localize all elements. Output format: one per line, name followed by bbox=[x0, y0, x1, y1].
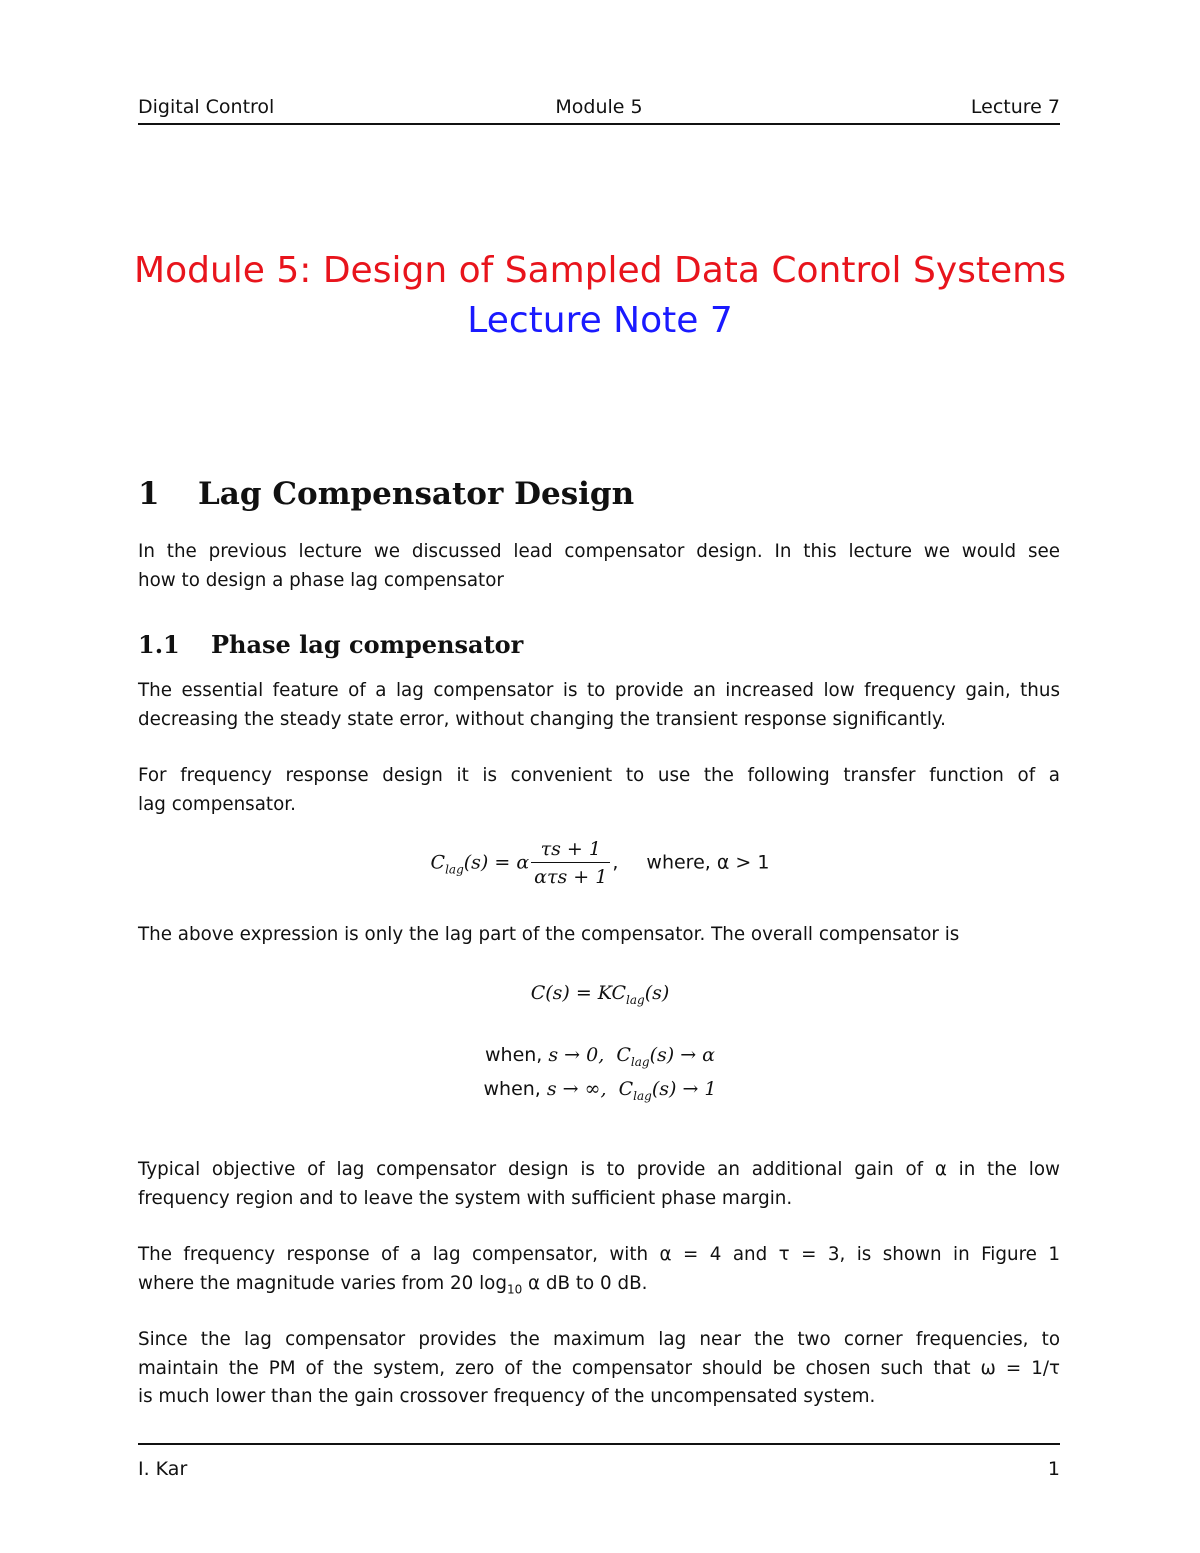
equation-lag-transfer-function: $C_{lag}(s) = \alpha$ $\frac{\tau s + 1}{\text{ατs + 1}}$ , where, α > 1 bbox=[430, 838, 770, 888]
equation-overall-compensator: $C(s) = KC_{lag}(s)$ bbox=[530, 982, 670, 1007]
paragraph-frequency-design: For frequency response design it is convenient to use the following transfer function of a lag compensator. bbox=[138, 765, 1060, 815]
subsection-number: 1.1 bbox=[138, 630, 180, 659]
footer-rule bbox=[138, 1443, 1060, 1445]
equation-limit-high: when, s → ∞, $C_{lag}(s) \to 1$ bbox=[483, 1078, 717, 1103]
equation-limit-low: when, s → 0, $C_{lag}(s) \to \alpha$ bbox=[484, 1044, 716, 1069]
paragraph-intro: In the previous lecture we discussed lead compensator design. In this lecture we would see how to design a phase lag compensator bbox=[138, 541, 1060, 591]
header-module: Module 5 bbox=[555, 96, 643, 118]
paragraph-phase-margin: Since the lag compensator provides the maximum lag near the two corner frequencies, to maintain the PM of the system, zero of the compensator should be chosen such that ω = 1/τ is much lower than the gain crossover frequency of the uncompensated system. bbox=[138, 1329, 1060, 1407]
fraction: $\frac{\tau s + 1}{\text{ατs + 1}}$ bbox=[531, 838, 610, 888]
document-subtitle: Lecture Note 7 bbox=[467, 300, 733, 341]
section-number: 1 bbox=[138, 476, 160, 512]
subsection-title: Phase lag compensator bbox=[211, 630, 524, 659]
page-header bbox=[138, 96, 1060, 122]
paragraph-overall-compensator: The above expression is only the lag part of the compensator. The overall compensator is bbox=[138, 924, 960, 945]
section-heading-1 bbox=[138, 476, 634, 512]
subsection-heading-1-1 bbox=[138, 630, 523, 659]
paragraph-design-objective: Typical objective of lag compensator design is to provide an additional gain of α in the low frequency region and to leave the system with sufficient phase margin. bbox=[138, 1159, 1060, 1209]
header-lecture: Lecture 7 bbox=[970, 96, 1060, 118]
paragraph-frequency-response: The frequency response of a lag compensator, with α = 4 and τ = 3, is shown in Figure 1 where the magnitude varies from 20 $\log_{10} \alpha$ dB to 0 dB. bbox=[138, 1244, 1060, 1297]
document-title: Module 5: Design of Sampled Data Control Systems bbox=[134, 250, 1066, 291]
page-number: 1 bbox=[1047, 1458, 1060, 1480]
header-course: Digital Control bbox=[138, 96, 275, 118]
footer-author: I. Kar bbox=[138, 1458, 188, 1480]
paragraph-essential-feature: The essential feature of a lag compensator is to provide an increased low frequency gain, thus decreasing the steady state error, without changing the transient response significantly. bbox=[138, 680, 1060, 730]
header-rule bbox=[138, 123, 1060, 125]
section-title: Lag Compensator Design bbox=[198, 476, 635, 512]
